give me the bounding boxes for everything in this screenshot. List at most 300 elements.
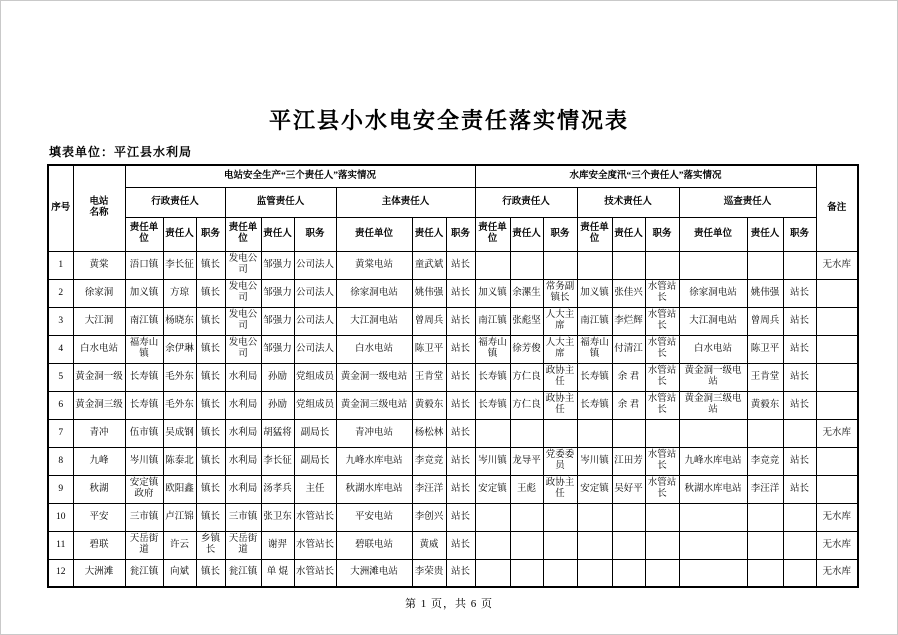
- value-cell: 安定镇: [577, 475, 612, 503]
- value-cell: [475, 531, 510, 559]
- col-header-station-label: 电站名称: [89, 197, 109, 219]
- value-cell: 徐芳俊: [510, 335, 543, 363]
- col-header-unit: 责任单位: [225, 217, 261, 251]
- value-cell: 加义镇: [577, 279, 612, 307]
- col-header-station: [73, 165, 125, 251]
- col-header-person: 责任人: [163, 217, 196, 251]
- value-cell: 主任: [294, 475, 336, 503]
- value-cell: 九峰水库电站: [336, 447, 412, 475]
- value-cell: 发电公司: [225, 279, 261, 307]
- value-cell: [679, 419, 747, 447]
- row-number-cell: 3: [48, 307, 73, 335]
- value-cell: 黄金洞三级电站: [336, 391, 412, 419]
- value-cell: 邹强力: [261, 335, 294, 363]
- value-cell: 副局长: [294, 447, 336, 475]
- value-cell: [475, 559, 510, 587]
- value-cell: 水利局: [225, 447, 261, 475]
- page-footer: 第 1 页，共 6 页: [405, 598, 493, 610]
- col-header-unit: 责任单位: [336, 217, 412, 251]
- value-cell: 黄金洞一级电站: [679, 363, 747, 391]
- row-number-cell: 2: [48, 279, 73, 307]
- value-cell: 方仁良: [510, 363, 543, 391]
- value-cell: 邹强力: [261, 251, 294, 279]
- value-cell: 水管站长: [645, 475, 679, 503]
- value-cell: 站长: [446, 391, 475, 419]
- value-cell: 毛外东: [163, 391, 196, 419]
- page-title: 平江县小水电安全责任落实情况表: [268, 108, 629, 133]
- table-row: [48, 279, 858, 307]
- value-cell: 站长: [446, 279, 475, 307]
- value-cell: 镇长: [196, 307, 225, 335]
- col-header-duty: 职务: [294, 217, 336, 251]
- value-cell: [645, 503, 679, 531]
- row-number-cell: 6: [48, 391, 73, 419]
- col-header-duty: 职务: [783, 217, 816, 251]
- value-cell: 站长: [446, 335, 475, 363]
- value-cell: [612, 559, 645, 587]
- value-cell: [475, 419, 510, 447]
- row-number-cell: 7: [48, 419, 73, 447]
- value-cell: [475, 251, 510, 279]
- value-cell: 站长: [783, 279, 816, 307]
- value-cell: 南江镇: [577, 307, 612, 335]
- value-cell: 白水电站: [336, 335, 412, 363]
- value-cell: 九峰水库电站: [679, 447, 747, 475]
- col-header-person: 责任人: [612, 217, 645, 251]
- value-cell: 加义镇: [475, 279, 510, 307]
- value-cell: 王彪: [510, 475, 543, 503]
- value-cell: [475, 503, 510, 531]
- value-cell: 站长: [783, 307, 816, 335]
- value-cell: 平安电站: [336, 503, 412, 531]
- remark-cell: [816, 279, 858, 307]
- value-cell: 吴成钢: [163, 419, 196, 447]
- value-cell: [612, 251, 645, 279]
- value-cell: 黄棠电站: [336, 251, 412, 279]
- col-header-index: 序号: [48, 165, 73, 251]
- value-cell: [510, 503, 543, 531]
- subheader-patrol-responsible: 巡查责任人: [679, 187, 816, 217]
- value-cell: [783, 503, 816, 531]
- value-cell: 陈卫平: [747, 335, 783, 363]
- value-cell: 水管站长: [294, 531, 336, 559]
- value-cell: 张彪坚: [510, 307, 543, 335]
- value-cell: 水管站长: [645, 447, 679, 475]
- table-row: [48, 531, 858, 559]
- value-cell: [577, 559, 612, 587]
- value-cell: 水利局: [225, 363, 261, 391]
- value-cell: 李汪洋: [412, 475, 446, 503]
- value-cell: 发电公司: [225, 251, 261, 279]
- value-cell: [577, 531, 612, 559]
- table-row: [48, 475, 858, 503]
- value-cell: 水管站长: [294, 559, 336, 587]
- value-cell: [510, 559, 543, 587]
- subheader-technical-responsible: 技术责任人: [577, 187, 679, 217]
- remark-cell: [816, 475, 858, 503]
- value-cell: 公司法人: [294, 307, 336, 335]
- table-row: [48, 391, 858, 419]
- value-cell: 站长: [783, 391, 816, 419]
- station-name-cell: 黄金洞一级: [73, 363, 125, 391]
- value-cell: 许云: [163, 531, 196, 559]
- value-cell: [577, 419, 612, 447]
- value-cell: 站长: [446, 559, 475, 587]
- value-cell: 公司法人: [294, 335, 336, 363]
- value-cell: 童武斌: [412, 251, 446, 279]
- remark-cell: [816, 391, 858, 419]
- row-number-cell: 11: [48, 531, 73, 559]
- value-cell: 王肯堂: [412, 363, 446, 391]
- value-cell: 李长征: [163, 251, 196, 279]
- row-number-cell: 9: [48, 475, 73, 503]
- value-cell: 公司法人: [294, 251, 336, 279]
- value-cell: 大江洞电站: [336, 307, 412, 335]
- value-cell: 李烂辉: [612, 307, 645, 335]
- value-cell: 龙导平: [510, 447, 543, 475]
- table-body: [48, 251, 858, 587]
- col-header-person: 责任人: [747, 217, 783, 251]
- value-cell: 镇长: [196, 503, 225, 531]
- value-cell: 镇长: [196, 559, 225, 587]
- value-cell: 水管站长: [645, 279, 679, 307]
- col-header-unit: 责任单位: [125, 217, 163, 251]
- value-cell: 水利局: [225, 419, 261, 447]
- remark-cell: [816, 447, 858, 475]
- table-row: [48, 559, 858, 587]
- value-cell: 站长: [783, 447, 816, 475]
- fill-unit-label: 填表单位：平江县水利局: [49, 145, 193, 159]
- header-cols-row: [48, 217, 858, 251]
- row-number-cell: 1: [48, 251, 73, 279]
- value-cell: 福寿山镇: [577, 335, 612, 363]
- value-cell: 水管站长: [294, 503, 336, 531]
- value-cell: 水管站长: [645, 307, 679, 335]
- row-number-cell: 4: [48, 335, 73, 363]
- subheader-admin-responsible: 行政责任人: [125, 187, 225, 217]
- value-cell: 大江洞电站: [679, 307, 747, 335]
- value-cell: 天岳街道: [225, 531, 261, 559]
- value-cell: [783, 251, 816, 279]
- value-cell: 镇长: [196, 251, 225, 279]
- value-cell: 岑川镇: [577, 447, 612, 475]
- value-cell: 发电公司: [225, 335, 261, 363]
- value-cell: 水管站长: [645, 335, 679, 363]
- remark-cell: 无水库: [816, 559, 858, 587]
- value-cell: 江田芳: [612, 447, 645, 475]
- value-cell: [612, 503, 645, 531]
- value-cell: 安定镇政府: [125, 475, 163, 503]
- value-cell: 三市镇: [125, 503, 163, 531]
- subheader-supervision-responsible: 监管责任人: [225, 187, 336, 217]
- group-header-reservoir-flood: 水库安全度汛“三个责任人”落实情况: [475, 165, 816, 187]
- value-cell: 镇长: [196, 419, 225, 447]
- remark-cell: 无水库: [816, 503, 858, 531]
- table-row: [48, 251, 858, 279]
- value-cell: 安定镇: [475, 475, 510, 503]
- value-cell: 大洲滩电站: [336, 559, 412, 587]
- value-cell: [577, 251, 612, 279]
- value-cell: [510, 419, 543, 447]
- value-cell: 余 君: [612, 391, 645, 419]
- value-cell: 人大主席: [543, 335, 577, 363]
- value-cell: 镇长: [196, 279, 225, 307]
- remark-cell: [816, 335, 858, 363]
- value-cell: 乡镇长: [196, 531, 225, 559]
- value-cell: 姚伟强: [412, 279, 446, 307]
- value-cell: 毛外东: [163, 363, 196, 391]
- value-cell: [747, 419, 783, 447]
- value-cell: [747, 503, 783, 531]
- value-cell: 长寿镇: [475, 391, 510, 419]
- value-cell: 李汪洋: [747, 475, 783, 503]
- table-row: [48, 363, 858, 391]
- value-cell: 徐家洞电站: [336, 279, 412, 307]
- value-cell: 张卫东: [261, 503, 294, 531]
- value-cell: 水利局: [225, 475, 261, 503]
- table-row: [48, 503, 858, 531]
- value-cell: 黄金洞一级电站: [336, 363, 412, 391]
- value-cell: 南江镇: [475, 307, 510, 335]
- value-cell: 伍市镇: [125, 419, 163, 447]
- value-cell: 陈泰北: [163, 447, 196, 475]
- value-cell: 党组成员: [294, 391, 336, 419]
- value-cell: 站长: [446, 475, 475, 503]
- value-cell: 站长: [783, 475, 816, 503]
- station-name-cell: 大洲滩: [73, 559, 125, 587]
- value-cell: 孙励: [261, 363, 294, 391]
- station-name-cell: 黄棠: [73, 251, 125, 279]
- value-cell: 政协主任: [543, 363, 577, 391]
- value-cell: 碧联电站: [336, 531, 412, 559]
- value-cell: 站长: [783, 335, 816, 363]
- value-cell: 卢江锦: [163, 503, 196, 531]
- value-cell: [783, 559, 816, 587]
- value-cell: 李竞竞: [747, 447, 783, 475]
- row-number-cell: 8: [48, 447, 73, 475]
- value-cell: [612, 419, 645, 447]
- value-cell: 站长: [446, 447, 475, 475]
- value-cell: [577, 503, 612, 531]
- value-cell: 曾周兵: [412, 307, 446, 335]
- table-row: [48, 307, 858, 335]
- value-cell: 水管站长: [645, 363, 679, 391]
- value-cell: 水利局: [225, 391, 261, 419]
- value-cell: 汤孝兵: [261, 475, 294, 503]
- station-name-cell: 黄金洞三级: [73, 391, 125, 419]
- station-name-cell: 平安: [73, 503, 125, 531]
- value-cell: 南江镇: [125, 307, 163, 335]
- row-number-cell: 5: [48, 363, 73, 391]
- value-cell: [645, 531, 679, 559]
- value-cell: 黄毅东: [747, 391, 783, 419]
- value-cell: 黄毅东: [412, 391, 446, 419]
- value-cell: [645, 251, 679, 279]
- value-cell: 方仁良: [510, 391, 543, 419]
- table-row: [48, 447, 858, 475]
- value-cell: 三市镇: [225, 503, 261, 531]
- value-cell: 天岳街道: [125, 531, 163, 559]
- value-cell: 发电公司: [225, 307, 261, 335]
- col-header-duty: 职务: [196, 217, 225, 251]
- value-cell: 黄威: [412, 531, 446, 559]
- value-cell: 秋湖水库电站: [336, 475, 412, 503]
- value-cell: 瓮江镇: [125, 559, 163, 587]
- station-name-cell: 白水电站: [73, 335, 125, 363]
- value-cell: [679, 251, 747, 279]
- remark-cell: [816, 307, 858, 335]
- value-cell: [679, 531, 747, 559]
- value-cell: [747, 559, 783, 587]
- header-group-row: [48, 165, 858, 187]
- value-cell: 单 焜: [261, 559, 294, 587]
- value-cell: 徐家洞电站: [679, 279, 747, 307]
- value-cell: 青冲电站: [336, 419, 412, 447]
- value-cell: 政协主任: [543, 391, 577, 419]
- value-cell: 福寿山镇: [475, 335, 510, 363]
- subheader-main-responsible: 主体责任人: [336, 187, 475, 217]
- station-name-cell: 秋湖: [73, 475, 125, 503]
- col-header-remark: 备注: [816, 165, 858, 251]
- value-cell: 杨晓东: [163, 307, 196, 335]
- value-cell: 吴好平: [612, 475, 645, 503]
- value-cell: 李竞竞: [412, 447, 446, 475]
- value-cell: [783, 419, 816, 447]
- table-row: [48, 335, 858, 363]
- value-cell: 李长征: [261, 447, 294, 475]
- col-header-unit: 责任单位: [577, 217, 612, 251]
- value-cell: [612, 531, 645, 559]
- value-cell: 长寿镇: [125, 363, 163, 391]
- value-cell: 水管站长: [645, 391, 679, 419]
- header-sub-row: [48, 187, 858, 217]
- value-cell: 公司法人: [294, 279, 336, 307]
- value-cell: 长寿镇: [577, 363, 612, 391]
- value-cell: [543, 251, 577, 279]
- value-cell: 谢羿: [261, 531, 294, 559]
- value-cell: 站长: [783, 363, 816, 391]
- value-cell: [645, 559, 679, 587]
- value-cell: 孙励: [261, 391, 294, 419]
- row-number-cell: 12: [48, 559, 73, 587]
- col-header-unit: 责任单位: [679, 217, 747, 251]
- value-cell: 岑川镇: [475, 447, 510, 475]
- col-header-duty: 职务: [446, 217, 475, 251]
- value-cell: 人大主席: [543, 307, 577, 335]
- value-cell: 镇长: [196, 475, 225, 503]
- value-cell: 加义镇: [125, 279, 163, 307]
- value-cell: 方琼: [163, 279, 196, 307]
- value-cell: [679, 503, 747, 531]
- value-cell: 邹强力: [261, 279, 294, 307]
- value-cell: [543, 531, 577, 559]
- value-cell: 常务副镇长: [543, 279, 577, 307]
- row-number-cell: 10: [48, 503, 73, 531]
- value-cell: 镇长: [196, 447, 225, 475]
- value-cell: [510, 251, 543, 279]
- value-cell: [679, 559, 747, 587]
- table-row: [48, 419, 858, 447]
- col-header-duty: 职务: [645, 217, 679, 251]
- subheader-admin-responsible-2: 行政责任人: [475, 187, 577, 217]
- value-cell: [543, 559, 577, 587]
- value-cell: 胡猛将: [261, 419, 294, 447]
- value-cell: 政协主任: [543, 475, 577, 503]
- value-cell: [543, 419, 577, 447]
- value-cell: 余伊琳: [163, 335, 196, 363]
- value-cell: 李荣贵: [412, 559, 446, 587]
- value-cell: 浯口镇: [125, 251, 163, 279]
- col-header-person: 责任人: [412, 217, 446, 251]
- station-name-cell: 徐家洞: [73, 279, 125, 307]
- remark-cell: 无水库: [816, 531, 858, 559]
- value-cell: [645, 419, 679, 447]
- responsibility-table: [47, 164, 859, 588]
- value-cell: 长寿镇: [475, 363, 510, 391]
- value-cell: 瓮江镇: [225, 559, 261, 587]
- remark-cell: [816, 363, 858, 391]
- value-cell: 镇长: [196, 363, 225, 391]
- station-name-cell: 大江洞: [73, 307, 125, 335]
- col-header-duty: 职务: [543, 217, 577, 251]
- value-cell: 镇长: [196, 391, 225, 419]
- value-cell: 杨松林: [412, 419, 446, 447]
- value-cell: [510, 531, 543, 559]
- value-cell: 张佳兴: [612, 279, 645, 307]
- station-name-cell: 青冲: [73, 419, 125, 447]
- station-name-cell: 九峰: [73, 447, 125, 475]
- value-cell: 党委委员: [543, 447, 577, 475]
- col-header-unit: 责任单位: [475, 217, 510, 251]
- value-cell: 站长: [446, 531, 475, 559]
- value-cell: 站长: [446, 251, 475, 279]
- value-cell: 曾周兵: [747, 307, 783, 335]
- remark-cell: 无水库: [816, 251, 858, 279]
- value-cell: 副局长: [294, 419, 336, 447]
- value-cell: 陈卫平: [412, 335, 446, 363]
- value-cell: 站长: [446, 307, 475, 335]
- value-cell: [783, 531, 816, 559]
- value-cell: 岑川镇: [125, 447, 163, 475]
- value-cell: 王肯堂: [747, 363, 783, 391]
- value-cell: 福寿山镇: [125, 335, 163, 363]
- value-cell: 欧阳鑫: [163, 475, 196, 503]
- value-cell: 邹强力: [261, 307, 294, 335]
- value-cell: [747, 531, 783, 559]
- value-cell: 站长: [446, 503, 475, 531]
- value-cell: [747, 251, 783, 279]
- value-cell: 长寿镇: [125, 391, 163, 419]
- col-header-person: 责任人: [261, 217, 294, 251]
- col-header-person: 责任人: [510, 217, 543, 251]
- value-cell: 姚伟强: [747, 279, 783, 307]
- group-header-station-safety: 电站安全生产“三个责任人”落实情况: [125, 165, 475, 187]
- remark-cell: 无水库: [816, 419, 858, 447]
- value-cell: 党组成员: [294, 363, 336, 391]
- value-cell: 长寿镇: [577, 391, 612, 419]
- value-cell: 付清江: [612, 335, 645, 363]
- value-cell: [543, 503, 577, 531]
- value-cell: 站长: [446, 363, 475, 391]
- value-cell: 秋湖水库电站: [679, 475, 747, 503]
- station-name-cell: 碧联: [73, 531, 125, 559]
- value-cell: 向斌: [163, 559, 196, 587]
- value-cell: 镇长: [196, 335, 225, 363]
- value-cell: 余 君: [612, 363, 645, 391]
- value-cell: 李创兴: [412, 503, 446, 531]
- value-cell: 站长: [446, 419, 475, 447]
- value-cell: 余漯生: [510, 279, 543, 307]
